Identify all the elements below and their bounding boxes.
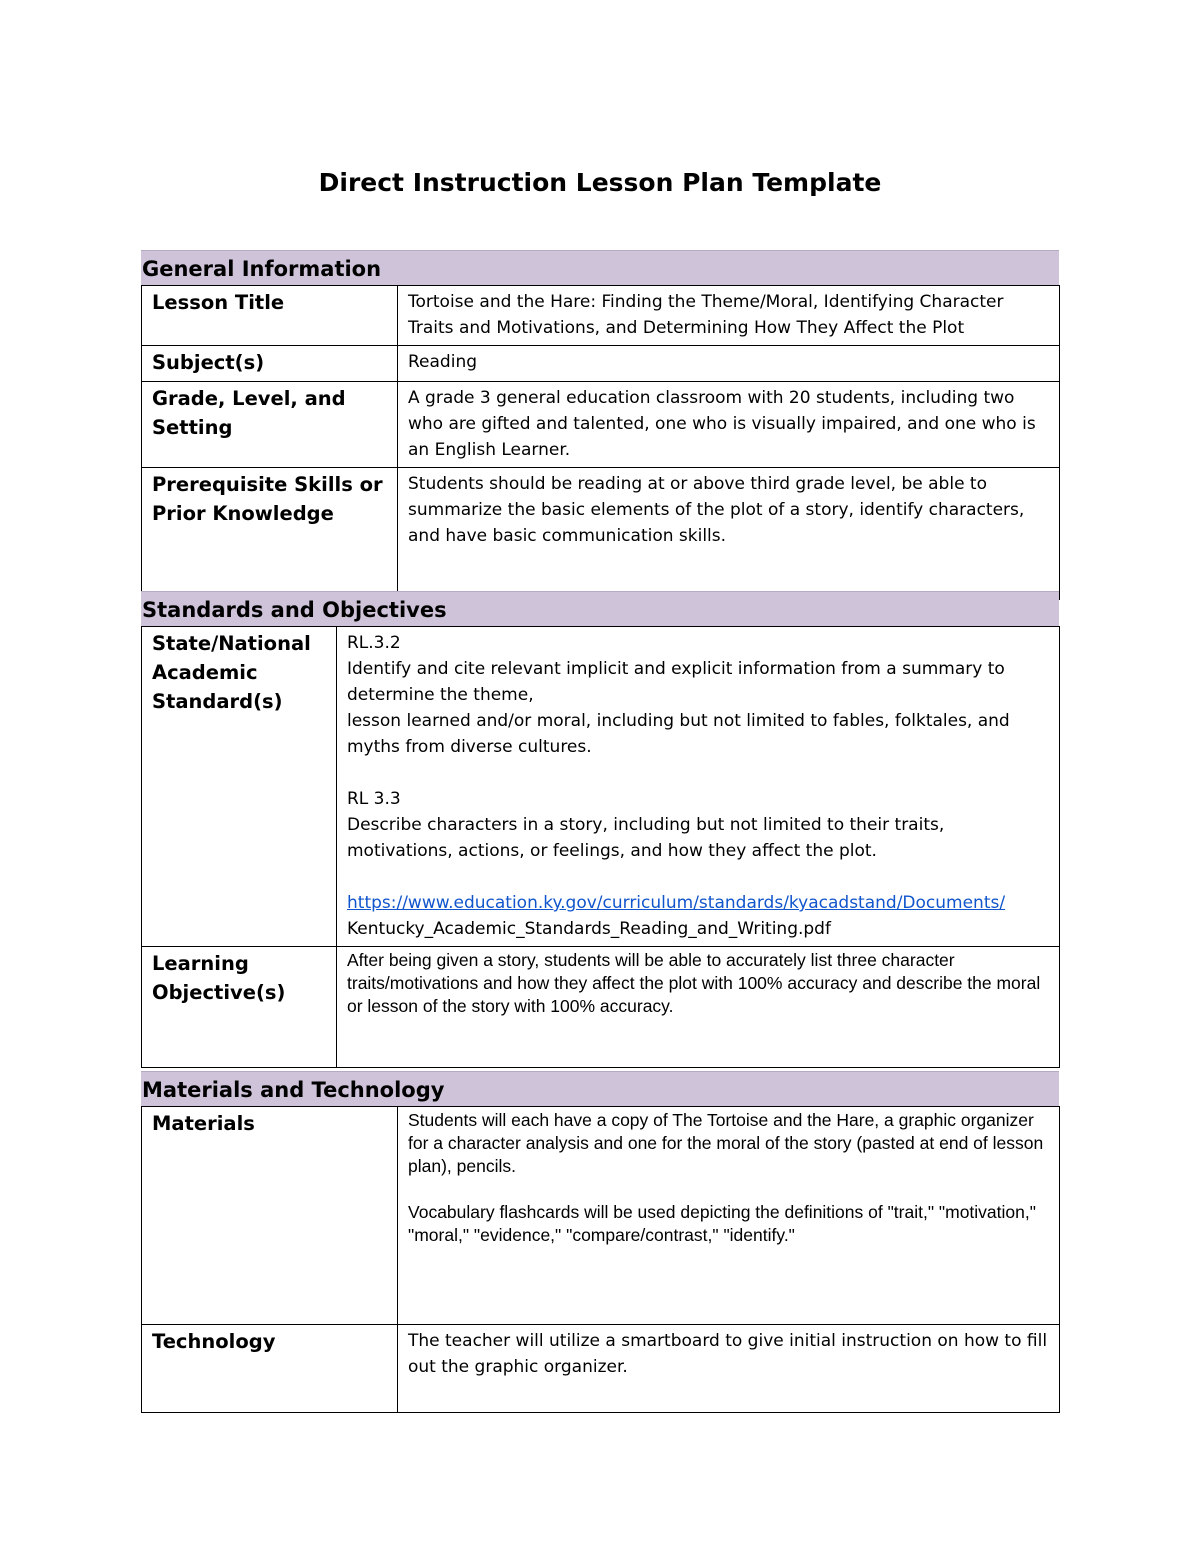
lesson-title-label: Lesson Title bbox=[142, 286, 398, 346]
table-row bbox=[142, 947, 1060, 1068]
lesson-title-value: Tortoise and the Hare: Finding the Theme/Moral, Identifying Character Traits and Motivations, and Determining How They Affect the Plot bbox=[398, 286, 1060, 346]
table-row bbox=[142, 627, 1060, 947]
subjects-label: Subject(s) bbox=[142, 346, 398, 382]
section-header-general: General Information bbox=[141, 250, 1059, 285]
table-row bbox=[142, 1107, 1060, 1325]
materials-value bbox=[398, 1107, 1060, 1325]
table-row bbox=[142, 346, 1060, 382]
table-row bbox=[142, 1325, 1060, 1413]
table-row bbox=[142, 382, 1060, 468]
table-row bbox=[142, 468, 1060, 600]
prerequisite-skills-value: Students should be reading at or above third grade level, be able to summarize the basic elements of the plot of a story, identify characters, and have basic communication skills. bbox=[398, 468, 1060, 600]
standard-text-rl32-part1: Identify and cite relevant implicit and explicit information from a summary to determine the theme, bbox=[347, 659, 1005, 705]
standards-objectives-section bbox=[141, 591, 1059, 1068]
section-header-standards: Standards and Objectives bbox=[141, 591, 1059, 626]
prerequisite-skills-label: Prerequisite Skills or Prior Knowledge bbox=[142, 468, 398, 600]
learning-objectives-label: Learning Objective(s) bbox=[142, 947, 337, 1068]
materials-label: Materials bbox=[142, 1107, 398, 1325]
grade-level-setting-value: A grade 3 general education classroom with 20 students, including two who are gifted and talented, one who is visually impaired, and one who is an English Learner. bbox=[398, 382, 1060, 468]
materials-text-flashcards: Vocabulary flashcards will be used depicting the definitions of "trait," "motivation," "moral," "evidence," "compare/contrast," "identify." bbox=[408, 1202, 1036, 1245]
standards-document-link[interactable]: https://www.education.ky.gov/curriculum/standards/kyacadstand/Documents/ bbox=[347, 893, 1006, 913]
table-row bbox=[142, 286, 1060, 346]
technology-label: Technology bbox=[142, 1325, 398, 1413]
standard-code-rl33: RL 3.3 bbox=[347, 789, 401, 809]
standards-objectives-table bbox=[141, 626, 1060, 1068]
standard-code-rl32: RL.3.2 bbox=[347, 633, 401, 653]
academic-standards-value bbox=[337, 627, 1060, 947]
learning-objectives-value: After being given a story, students will be able to accurately list three character traits/motivations and how they affect the plot with 100% accuracy and describe the moral or lesson of the story with 100% accuracy. bbox=[337, 947, 1060, 1068]
section-header-materials: Materials and Technology bbox=[141, 1071, 1059, 1106]
standards-document-filename: Kentucky_Academic_Standards_Reading_and_Writing.pdf bbox=[347, 919, 831, 939]
general-information-table bbox=[141, 285, 1060, 600]
subjects-value: Reading bbox=[398, 346, 1060, 382]
materials-technology-table bbox=[141, 1106, 1060, 1413]
general-information-section bbox=[141, 250, 1059, 600]
academic-standards-label: State/National Academic Standard(s) bbox=[142, 627, 337, 947]
page-title: Direct Instruction Lesson Plan Template bbox=[318, 168, 882, 197]
grade-level-setting-label: Grade, Level, and Setting bbox=[142, 382, 398, 468]
materials-text-copies: Students will each have a copy of The Tortoise and the Hare, a graphic organizer for a character analysis and one for the moral of the story (pasted at end of lesson plan), pencils. bbox=[408, 1110, 1044, 1176]
standard-text-rl33: Describe characters in a story, including but not limited to their traits, motivations, actions, or feelings, and how they affect the plot. bbox=[347, 815, 945, 861]
standard-text-rl32-part2: lesson learned and/or moral, including but not limited to fables, folktales, and myths from diverse cultures. bbox=[347, 711, 1010, 757]
materials-technology-section bbox=[141, 1071, 1059, 1413]
technology-value: The teacher will utilize a smartboard to give initial instruction on how to fill out the graphic organizer. bbox=[398, 1325, 1060, 1413]
